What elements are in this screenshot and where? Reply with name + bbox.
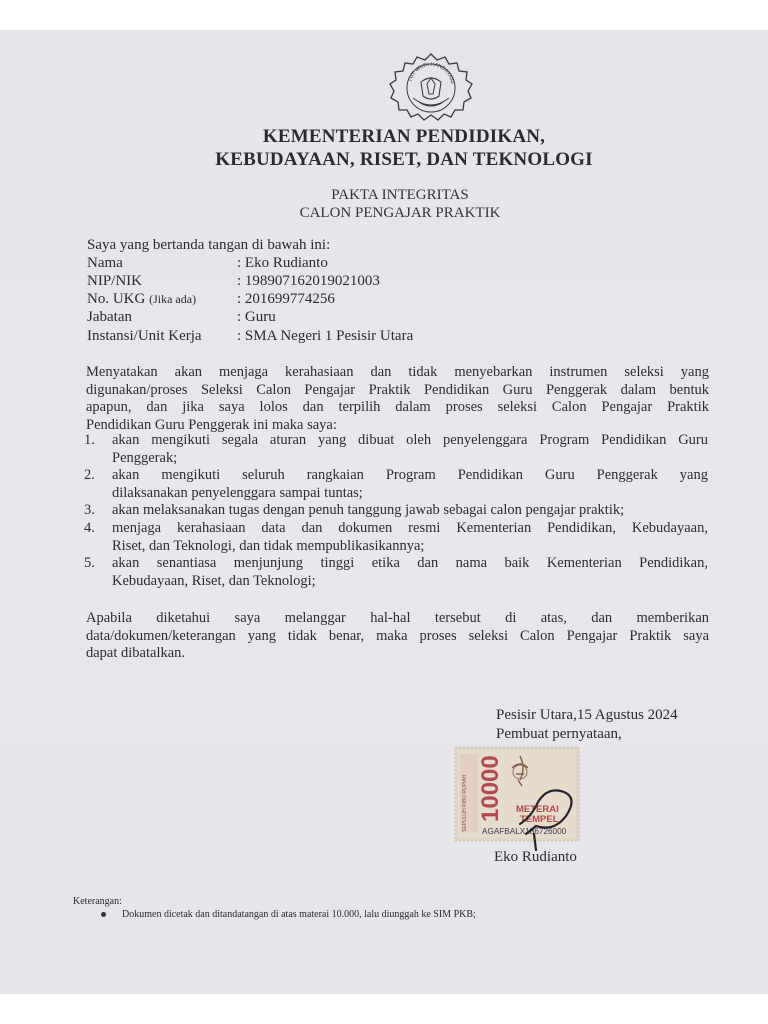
- meterai-stamp: [454, 746, 580, 842]
- field-row-nip: [87, 273, 380, 290]
- footnote-bullet: Dokumen dicetak dan ditandatangan di atas materai 10.000, lalu diunggah ke SIM PKB;: [101, 909, 476, 920]
- field-row-instansi: [87, 328, 414, 345]
- closing-paragraph: Apabila diketahui saya melanggar hal-hal tersebut di atas, dan memberikan data/dokumen/keterangan yang tidak benar, maka proses seleksi Calon Pengajar Praktik saya dapat dibatalkan.: [86, 610, 709, 661]
- stamp-side-text: SEPULUH RIBU RUPIAH: [462, 774, 468, 832]
- svg-text:TUT WURI HANDAYANI: [407, 62, 454, 84]
- list-item: 5. akan senantiasa menjunjung tinggi etika dan nama baik Kementerian Pendidikan, Kebudayaan, Riset, dan Teknologi;: [84, 555, 708, 589]
- stamp-serial: AGAFBALX186726000: [482, 827, 567, 836]
- list-item: 3. akan melaksanakan tugas dengan penuh tanggung jawab sebagai calon pengajar praktik;: [84, 502, 625, 519]
- logo-motto: TUT WURI HANDAYANI: [407, 61, 455, 85]
- field-label: NIP/NIK: [87, 273, 142, 289]
- field-value: : SMA Negeri 1 Pesisir Utara: [237, 328, 414, 344]
- field-value: : 198907162019021003: [237, 273, 380, 289]
- document-page: [0, 30, 768, 994]
- footnote-label: Keterangan:: [73, 896, 122, 907]
- ministry-name-line1: KEMENTERIAN PENDIDIKAN,: [262, 126, 546, 147]
- commitment-list: [84, 432, 708, 590]
- document-subtitle: CALON PENGAJAR PRAKTIK: [299, 205, 501, 221]
- document-title: PAKTA INTEGRITAS: [331, 187, 469, 203]
- list-item: 4. menjaga kerahasiaan data dan dokumen resmi Kementerian Pendidikan, Kebudayaan, Riset, dan Teknologi, dan tidak mempublikasikannya;: [84, 519, 708, 554]
- bullet-icon: [101, 912, 106, 917]
- field-label: Nama: [87, 255, 123, 271]
- field-row-nama: [87, 255, 328, 272]
- field-label: No. UKG (Jika ada): [87, 291, 197, 307]
- signer-name: Eko Rudianto: [494, 849, 577, 865]
- stamp-amount: 10000: [477, 755, 504, 822]
- ministry-name-line2: KEBUDAYAAN, RISET, DAN TEKNOLOGI: [215, 149, 593, 170]
- list-item: 1. akan mengikuti segala aturan yang dibuat oleh penyelenggara Program Pendidikan Guru Penggerak;: [84, 432, 708, 466]
- stamp-label-meterai: METERAI: [516, 804, 559, 815]
- list-item: 2. akan mengikuti seluruh rangkaian Program Pendidikan Guru Penggerak yang dilaksanakan penyelenggara sampai tuntas;: [84, 467, 708, 501]
- field-label-note: (Jika ada): [149, 292, 197, 306]
- field-row-ukg: [87, 291, 335, 308]
- tut-wuri-handayani-logo: [389, 52, 473, 126]
- place-date: Pesisir Utara,15 Agustus 2024: [496, 707, 678, 723]
- statement-paragraph: Menyatakan akan menjaga kerahasiaan dan tidak menyebarkan instrumen seleksi yang digunakan/proses Seleksi Calon Pengajar Praktik Pendidikan Guru Penggerak dalam bentuk apapun, dan jika saya lolos dan terpilih dalam proses seleksi Calon Pengajar Praktik Pendidikan Guru Penggerak ini maka saya:: [86, 364, 709, 433]
- intro-text: Saya yang bertanda tangan di bawah ini:: [87, 237, 331, 253]
- stamp-label-tempel: TEMPEL: [520, 814, 559, 825]
- field-value: : 201699774256: [237, 291, 335, 307]
- maker-label: Pembuat pernyataan,: [496, 726, 622, 742]
- field-label: Instansi/Unit Kerja: [87, 328, 202, 344]
- field-value: : Eko Rudianto: [237, 255, 328, 271]
- field-value: : Guru: [237, 309, 276, 325]
- field-row-jabatan: [87, 309, 276, 326]
- field-label: Jabatan: [87, 309, 132, 325]
